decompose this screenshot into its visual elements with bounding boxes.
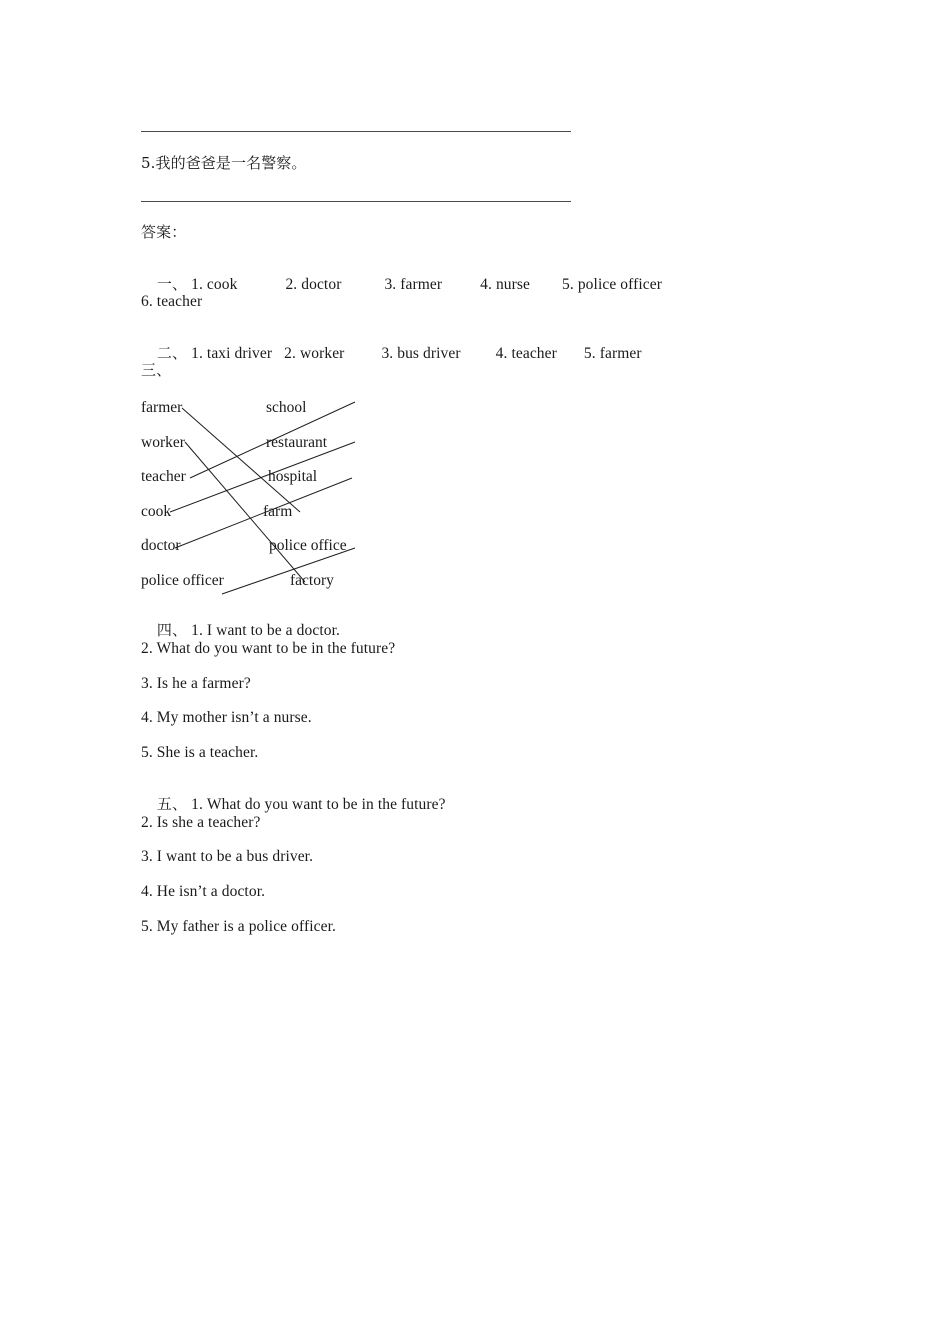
match-right-restaurant: restaurant xyxy=(266,434,328,451)
section-4-item-3: 3. Is he a farmer? xyxy=(141,675,251,692)
section-1-item-2: 2. doctor xyxy=(285,276,342,293)
section-1-item-5: 5. police officer xyxy=(562,276,662,293)
section-4-item-5: 5. She is a teacher. xyxy=(141,744,259,761)
section-5-item-3: 3. I want to be a bus driver. xyxy=(141,848,314,865)
section-2-marker: 二、 xyxy=(156,344,188,362)
match-left-teacher: teacher xyxy=(141,468,186,485)
answer-blank-rule-top xyxy=(141,131,571,132)
section-1-item-3: 3. farmer xyxy=(384,276,443,293)
connection-farmer-farm xyxy=(182,408,300,512)
section-1-item-1: 1. cook xyxy=(191,276,238,293)
section-4-item-2: 2. What do you want to be in the future? xyxy=(141,640,396,657)
section-2-item-5: 5. farmer xyxy=(583,345,642,362)
question-item-5: 5.我的爸爸是一名警察。 xyxy=(141,154,307,172)
section-4-item-4: 4. My mother isn’t a nurse. xyxy=(141,709,312,726)
section-2-item-1: 1. taxi driver xyxy=(191,345,273,362)
section-1-item-6: 6. teacher xyxy=(141,293,203,310)
section-4-item-1: 1. I want to be a doctor. xyxy=(191,622,340,639)
section-5-item-4: 4. He isn’t a doctor. xyxy=(141,883,266,900)
match-right-police-office: police office xyxy=(269,537,347,554)
section-1-item-4: 4. nurse xyxy=(480,276,531,293)
connection-cook-restaurant xyxy=(170,442,355,512)
answer-blank-rule-bottom xyxy=(141,201,571,202)
match-right-hospital: hospital xyxy=(268,468,318,485)
match-left-police-officer: police officer xyxy=(141,572,224,589)
section-3-marker: 三、 xyxy=(141,361,172,379)
section-1-marker: 一、 xyxy=(156,275,188,293)
match-left-cook: cook xyxy=(141,503,172,520)
section-2-item-4: 4. teacher xyxy=(495,345,557,362)
match-right-school: school xyxy=(266,399,307,416)
answers-heading: 答案： xyxy=(141,223,187,241)
matching-connection-lines xyxy=(0,390,420,595)
match-right-factory: factory xyxy=(290,572,334,589)
section-2-item-3: 3. bus driver xyxy=(381,345,461,362)
answer-section-1-line-1 xyxy=(141,259,662,310)
section-5-marker: 五、 xyxy=(156,795,188,813)
section-2-item-2: 2. worker xyxy=(284,345,345,362)
connection-police-officer-police-office xyxy=(222,548,355,594)
section-5-item-2: 2. Is she a teacher? xyxy=(141,814,261,831)
matching-exercise xyxy=(0,390,420,595)
match-left-doctor: doctor xyxy=(141,537,181,554)
match-right-farm: farm xyxy=(263,503,293,520)
match-left-worker: worker xyxy=(141,434,185,451)
section-4-marker: 四、 xyxy=(156,621,188,639)
section-5-item-5: 5. My father is a police officer. xyxy=(141,918,336,935)
match-left-farmer: farmer xyxy=(141,399,183,416)
section-5-item-1: 1. What do you want to be in the future? xyxy=(191,796,446,813)
answer-section-2-line-1 xyxy=(141,328,642,379)
